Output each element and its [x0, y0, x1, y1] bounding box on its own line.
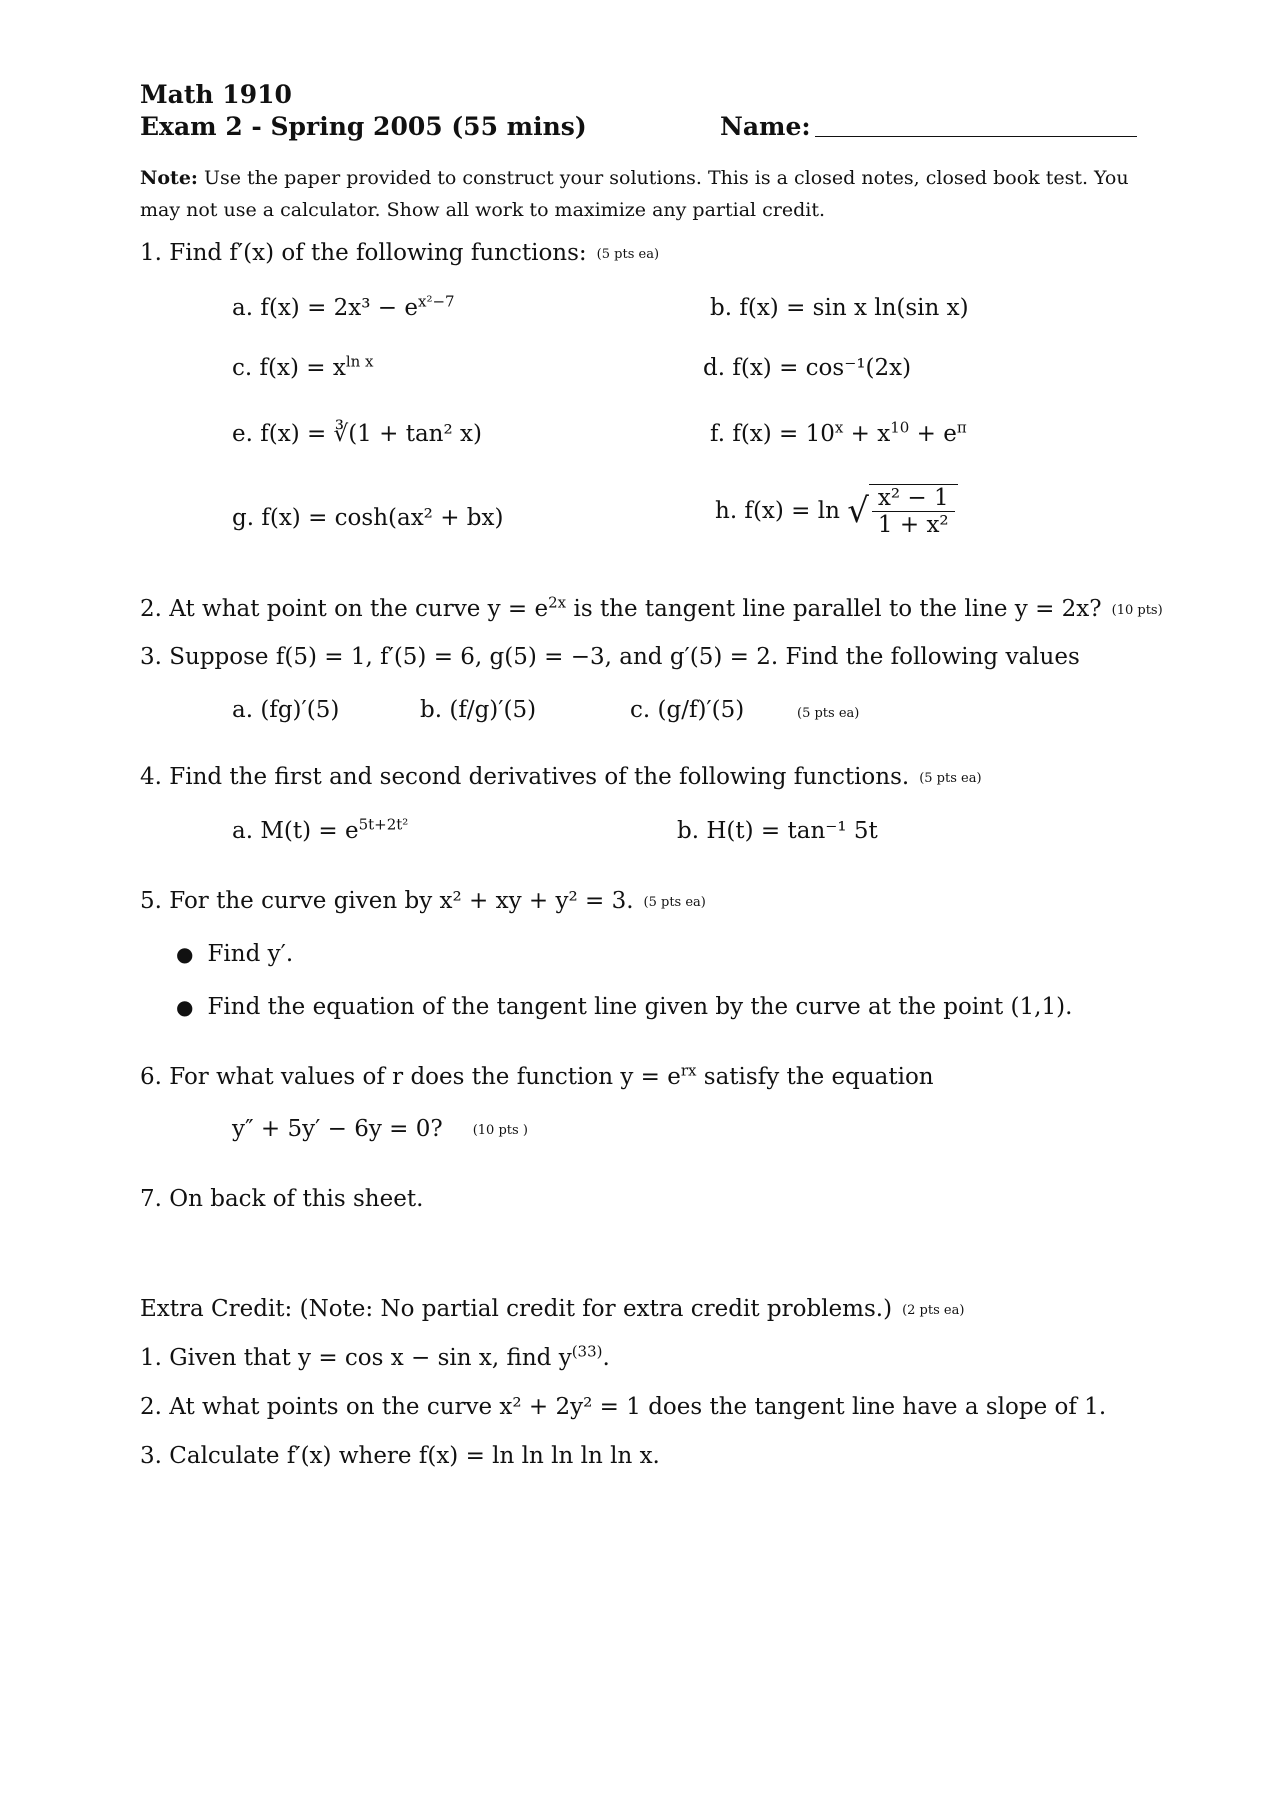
q6-stem [140, 1061, 934, 1090]
q3-points: (5 pts ea) [797, 706, 860, 721]
q4a-text: a. M(t) = e [232, 818, 359, 844]
q3-stem: 3. Suppose f(5) = 1, f′(5) = 6, g(5) = −3, and g′(5) = 2. Find the following values [140, 644, 1080, 670]
q1-item-f [710, 418, 967, 447]
q6-exponent: rx [680, 1061, 697, 1080]
note-text-2: may not use a calculator. Show all work to maximize any partial credit. [140, 199, 826, 221]
q3-c: c. (g/f)′(5) [630, 697, 745, 723]
q7: 7. On back of this sheet. [140, 1186, 424, 1212]
extra-points: (2 pts ea) [902, 1302, 965, 1318]
q1c-exponent: ln x [345, 352, 374, 371]
q2-text-a: 2. At what point on the curve y = e [140, 596, 549, 622]
q4-b: b. H(t) = tan⁻¹ 5t [677, 818, 878, 844]
q1c-text: c. f(x) = x [232, 355, 346, 381]
note-text-1: Use the paper provided to construct your solutions. This is a closed notes, closed book test. You [203, 167, 1129, 189]
q1-item-a [232, 292, 455, 321]
q5-stem [140, 888, 706, 914]
q1-item-e: e. f(x) = ∛(1 + tan² x) [232, 421, 482, 447]
extra-1 [140, 1342, 610, 1371]
q5-bullet-1-text: Find y′. [207, 941, 294, 967]
name-blank-line [815, 136, 1137, 137]
q2-text-b: is the tangent line parallel to the line y = 2x? [566, 596, 1102, 622]
q1h-denominator: 1 + x² [877, 512, 949, 538]
q1h-numerator: x² − 1 [872, 485, 955, 512]
q5-points: (5 pts ea) [643, 894, 706, 910]
extra-1-text-a: 1. Given that y = cos x − sin x, find y [140, 1345, 572, 1371]
q2 [140, 593, 1163, 622]
course-title: Math 1910 [140, 80, 292, 109]
q6-text-b: satisfy the equation [696, 1064, 934, 1090]
q1-item-c [232, 352, 374, 381]
q6-text-a: 6. For what values of r does the function y = e [140, 1064, 681, 1090]
q1-item-d: d. f(x) = cos⁻¹(2x) [703, 355, 912, 381]
q3-a: a. (fg)′(5) [232, 697, 340, 723]
extra-1-text-b: . [602, 1345, 610, 1371]
q6-points: (10 pts ) [472, 1122, 528, 1138]
q1-points: (5 pts ea) [596, 246, 660, 262]
q1f-exp-3: π [956, 418, 967, 437]
note-line-1 [140, 162, 1129, 194]
extra-2: 2. At what points on the curve x² + 2y² = 1 does the tangent line have a slope of 1. [140, 1394, 1107, 1420]
q1f-exp-1: x [834, 418, 844, 437]
q1-item-h [715, 484, 958, 538]
q3-b: b. (f/g)′(5) [420, 697, 537, 723]
q4-a [232, 815, 409, 844]
bullet-icon: ● [176, 942, 194, 966]
q4-points: (5 pts ea) [919, 770, 982, 786]
q4-stem [140, 764, 982, 790]
sqrt-icon: √ [847, 491, 869, 531]
q1a-text: a. f(x) = 2x³ − e [232, 295, 418, 321]
exam-title: Exam 2 - Spring 2005 (55 mins) [140, 112, 587, 141]
q6-equation-text: y″ + 5y′ − 6y = 0? [232, 1116, 443, 1142]
q1f-text-c: + e [909, 421, 957, 447]
q1a-exponent: x²−7 [418, 292, 455, 311]
q2-points: (10 pts) [1111, 602, 1163, 618]
q6-equation [232, 1116, 528, 1142]
q4a-exponent: 5t+2t² [358, 815, 409, 834]
q1f-text-b: + x [843, 421, 891, 447]
extra-1-superscript: (33) [571, 1342, 603, 1361]
q5-bullet-2-text: Find the equation of the tangent line given by the curve at the point (1,1). [207, 994, 1073, 1020]
q1-stem [140, 240, 659, 266]
q1-item-g: g. f(x) = cosh(ax² + bx) [232, 505, 504, 531]
q1-item-b: b. f(x) = sin x ln(sin x) [710, 295, 969, 321]
note-label: Note: [140, 167, 198, 189]
extra-heading-text: Extra Credit: (Note: No partial credit for extra credit problems.) [140, 1296, 893, 1322]
q5-bullet-1 [176, 941, 293, 967]
extra-3: 3. Calculate f′(x) where f(x) = ln ln ln ln ln x. [140, 1443, 660, 1469]
q4-stem-text: 4. Find the first and second derivatives of the following functions. [140, 764, 910, 790]
name-label: Name: [720, 112, 811, 141]
q1-stem-text: 1. Find f′(x) of the following functions: [140, 240, 587, 266]
q2-exponent: 2x [548, 593, 567, 612]
q1f-text-a: f. f(x) = 10 [710, 421, 835, 447]
bullet-icon: ● [176, 995, 194, 1019]
q5-bullet-2 [176, 994, 1072, 1020]
q1h-fraction [869, 484, 958, 538]
q1h-prefix: h. f(x) = ln [715, 498, 840, 524]
q5-stem-text: 5. For the curve given by x² + xy + y² = 3. [140, 888, 634, 914]
q1f-exp-2: 10 [890, 418, 910, 437]
extra-credit-heading [140, 1296, 964, 1322]
